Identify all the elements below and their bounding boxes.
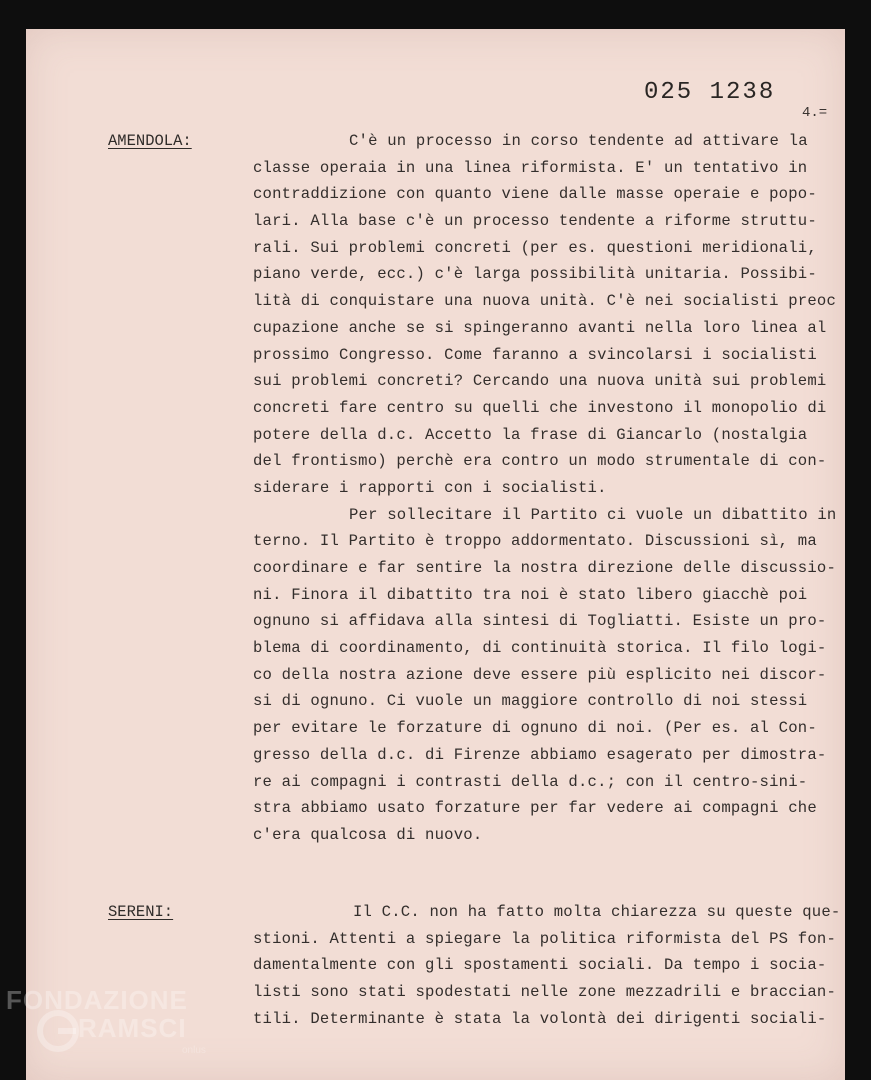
fondazione-gramsci-watermark [6,985,221,1065]
text-line: listi sono stati spodestati nelle zone mezzadrili e braccian- [253,983,837,1002]
text-line: sui problemi concreti? Cercando una nuova unità sui problemi [253,372,827,391]
text-line: rali. Sui problemi concreti (per es. questioni meridionali, [253,238,817,257]
text-line: lità di conquistare una nuova unità. C'è nei socialisti preoc [253,292,837,311]
text-line: stra abbiamo usato forzature per far vedere ai compagni che [253,799,817,818]
text-line: blema di coordinamento, di continuità storica. Il filo logi- [253,639,827,658]
text-line: siderare i rapporti con i socialisti. [253,478,607,497]
watermark-line-1: FONDAZIONE [6,985,188,1015]
speaker-label-sereni: SERENI: [108,903,174,921]
speech-text-sereni [253,899,853,1032]
text-line: piano verde, ecc.) c'è larga possibilità unitaria. Possibi- [253,265,817,284]
text-line: potere della d.c. Accetto la frase di Giancarlo (nostalgia [253,425,808,444]
text-line: del frontismo) perchè era contro un modo strumentale di con- [253,452,827,471]
text-line: cupazione anche se si spingeranno avanti nella loro linea al [253,318,827,337]
watermark-line-3: onlus [182,1045,206,1056]
text-line: Per sollecitare il Partito ci vuole un dibattito in [349,505,837,524]
speaker-label-amendola: AMENDOLA: [108,132,192,150]
watermark-line-2: RAMSCI [78,1013,187,1043]
text-line: stioni. Attenti a spiegare la politica riformista del PS fon- [253,929,837,948]
page-number: 4.= [802,105,828,121]
text-line: co della nostra azione deve essere più esplicito nei discor- [253,665,827,684]
text-line: damentalmente con gli spostamenti sociali. Da tempo i socia- [253,956,827,975]
text-line: si di ognuno. Ci vuole un maggiore controllo di noi stessi [253,692,808,711]
text-line: gresso della d.c. di Firenze abbiamo esagerato per dimostra- [253,745,827,764]
text-line: coordinare e far sentire la nostra direzione delle discussio- [253,559,837,577]
text-line: per evitare le forzature di ognuno di noi. (Per es. al Con- [253,719,817,738]
gramsci-g-logo-icon [36,1009,80,1053]
speech-text-amendola [253,128,853,849]
text-line: C'è un processo in corso tendente ad attivare la [349,132,808,150]
text-line: re ai compagni i contrasti della d.c.; con il centro-sini- [253,772,808,791]
text-line: classe operaia in una linea riformista. E' un tentativo in [253,158,808,177]
text-line: c'era qualcosa di nuovo. [253,825,483,844]
text-line: prossimo Congresso. Come faranno a svincolarsi i socialisti [253,345,817,364]
text-line: contraddizione con quanto viene dalle masse operaie e popo- [253,185,817,204]
text-line: terno. Il Partito è troppo addormentato. Discussioni sì, ma [253,532,817,551]
text-line: lari. Alla base c'è un processo tendente a riforme struttu- [253,212,817,231]
text-line: concreti fare centro su quelli che investono il monopolio di [253,398,827,417]
text-line: tili. Determinante è stata la volontà dei dirigenti sociali- [253,1009,827,1028]
text-line: ognuno si affidava alla sintesi di Togliatti. Esiste un pro- [253,612,827,631]
text-line: Il C.C. non ha fatto molta chiarezza su queste que- [353,903,841,921]
text-line: ni. Finora il dibattito tra noi è stato libero giacchè poi [253,585,808,604]
document-number: 025 1238 [644,79,776,106]
document-page [26,29,845,1080]
